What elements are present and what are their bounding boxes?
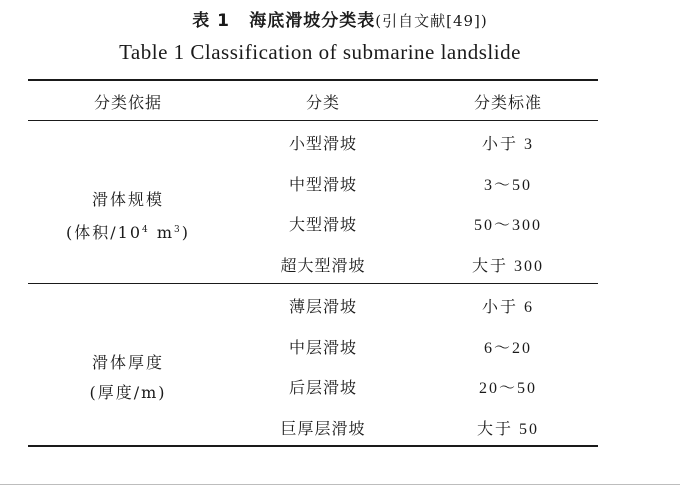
- header-basis: 分类依据: [93, 93, 162, 112]
- table-row-class: 超大型滑坡: [280, 256, 366, 275]
- header-class: 分类: [305, 93, 340, 112]
- table-header-rule: [28, 120, 598, 121]
- table-row-class: 大型滑坡: [288, 215, 357, 234]
- table-title-chinese: [0, 6, 680, 31]
- table-row-class: 小型滑坡: [288, 134, 357, 153]
- table-row-criterion: 大于 50: [476, 421, 539, 438]
- table-row-class: 后层滑坡: [288, 378, 357, 397]
- basis-label-thickness: 滑体厚度: [91, 353, 164, 372]
- table-row-criterion: 50～300: [473, 217, 542, 234]
- header-criterion: 分类标准: [473, 93, 542, 112]
- table-row-criterion: 3～50: [483, 177, 532, 194]
- table-group-divider: [28, 283, 598, 284]
- table-bottom-rule: [28, 445, 598, 447]
- table-row-criterion: 6～20: [483, 340, 532, 357]
- table-title-text: 海底滑坡分类表: [249, 11, 376, 31]
- group-basis-volume: [28, 185, 228, 248]
- table-number: 表 1: [192, 11, 231, 31]
- group-basis-thickness: [28, 348, 228, 408]
- basis-label-volume: 滑体规模: [91, 190, 164, 209]
- table-row-criterion: 20～50: [478, 380, 537, 397]
- table-row-class: 巨厚层滑坡: [280, 419, 366, 438]
- table-title-english: Table 1 Classification of submarine landslide: [119, 40, 521, 64]
- basis-unit-thickness: (厚度/m): [89, 383, 167, 402]
- table-row-class: 薄层滑坡: [288, 297, 357, 316]
- page-separator: [0, 484, 680, 485]
- table-row-criterion: 大于 300: [471, 258, 544, 275]
- table-source-citation: (引自文献[49]): [375, 12, 488, 30]
- table-row-class: 中型滑坡: [288, 175, 357, 194]
- table-row-class: 中层滑坡: [288, 338, 357, 357]
- table-top-rule: [28, 79, 598, 81]
- basis-unit-volume: (体积$/10^4$ $m^3$): [66, 223, 190, 242]
- table-row-criterion: 小于 6: [481, 299, 534, 316]
- table-row-criterion: 小于 3: [481, 136, 534, 153]
